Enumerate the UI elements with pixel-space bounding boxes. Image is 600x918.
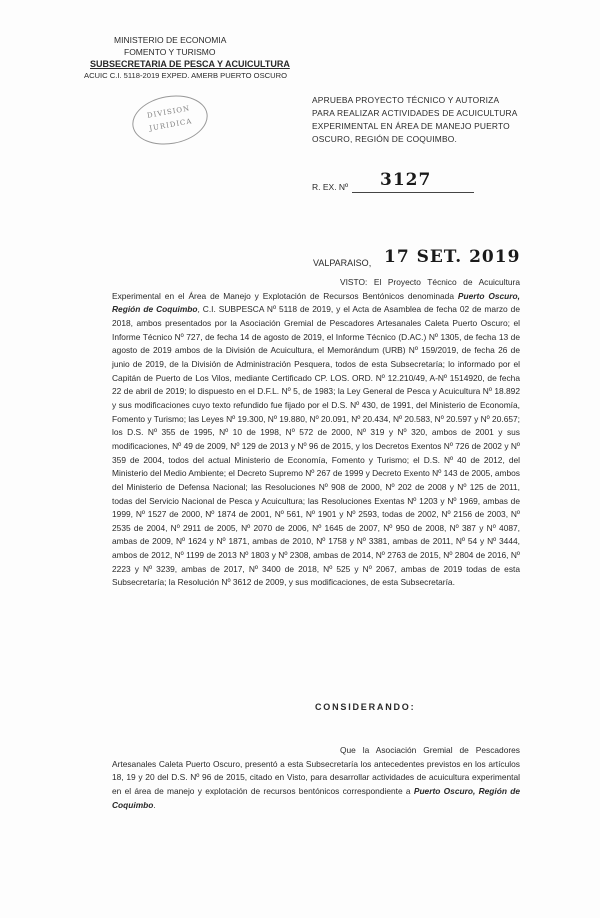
letterhead	[84, 34, 314, 82]
file-reference: ACUIC C.I. 5118-2019 EXPED. AMERB PUERTO OSCURO	[84, 71, 287, 80]
considerando-text: Que la Asociación Gremial de Pescadores Artesanales Caleta Puerto Oscuro, presentó a esta Subsecretaría los antecedentes previstos en los artículos 18, 19 y 20 del D.S. Nº 96 de 2015, citado en Visto, para desarrollar actividades de acuicultura experimental en el área de manejo y explotación de recursos bentónicos correspondiente a	[112, 745, 520, 796]
considerando-end: .	[153, 799, 156, 810]
ministry-name: MINISTERIO DE ECONOMIA	[114, 35, 227, 45]
considerando-place: Puerto Oscuro, Región de Coquimbo	[112, 785, 520, 810]
stamp-text-2: JURIDICA	[148, 117, 193, 133]
considerando-paragraph	[112, 744, 520, 812]
division-juridica-stamp	[128, 90, 211, 150]
visto-lead: VISTO: El Proyecto Técnico de Acuicultura Experimental en el Área de Manejo y Explotación de Recursos Bentónicos denominada	[112, 277, 520, 301]
resolution-summary: APRUEBA PROYECTO TÉCNICO Y AUTORIZA PARA REALIZAR ACTIVIDADES DE ACUICULTURA EXPERIMENTAL EN ÁREA DE MANEJO PUERTO OSCURO, REGIÓN DE COQUIMBO.	[312, 95, 518, 144]
place-label: VALPARAISO,	[313, 258, 372, 268]
ministry-name-2: FOMENTO Y TURISMO	[124, 47, 216, 57]
subsecretaria-name: SUBSECRETARIA DE PESCA Y ACUICULTURA	[90, 59, 290, 69]
visto-paragraph	[112, 276, 520, 590]
visto-body: , C.I. SUBPESCA Nº 5118 de 2019, y el Acta de Asamblea de fecha 02 de marzo de 2018, ambos presentados por la Asociación Gremial de Pescadores Artesanales Caleta Puerto Oscuro; el Informe Técnico Nº 727, de fecha 14 de agosto de 2019, el Informe Técnico (D.AC.) Nº 1305, de fecha 13 de agosto de 2019 ambos de la División de Acuicultura, el Memorándum (URB) Nº 159/2019, de fecha 26 de junio de 2019, de la División de Administración Pesquera, todos de esta Subsecretaría; lo informado por el Capitán de Puerto de Los Vilos, mediante Certificado CP. LOS. ORD. Nº 12.210/49, A-Nº 1514920, de fecha 22 de abril de 2019; lo dispuesto en el D.F.L. Nº 5, de 1983; la Ley General de Pesca y Acuicultura Nº 18.892 y sus modificaciones cuyo texto refundido fue fijado por el D.S. Nº 430, de 1991, del Ministerio de Economía, Fomento y Turismo; las Leyes Nº 19.300, Nº 19.880, Nº 20.091, Nº 20.434, Nº 20.583, Nº 20.597 y Nº 20.657; los D.S. Nº 355 de 1995, Nº 10 de 1998, Nº 572 de 2000, Nº 319 y Nº 320, ambos de 2001 y sus modificaciones, Nº 49 de 2009, Nº 129 de 2013 y Nº 96 de 2015, y los Decretos Exentos Nº 726 de 2002 y Nº 359 de 2004, todos del actual Ministerio de Economía, Fomento y Turismo; el D.S. Nº 40 de 2012, del Ministerio del Medio Ambiente; el Decreto Supremo Nº 267 de 1999 y Decreto Exento Nº 143 de 2005, ambos del Ministerio de Defensa Nacional; las Resoluciones Nº 908 de 2000, Nº 202 de 2008 y Nº 125 de 2011, todas del Servicio Nacional de Pesca y Acuicultura; las Resoluciones Exentas Nº 1203 y Nº 1969, ambas de 1999, Nº 1527 de 2000, Nº 1874 de 2001, Nº 561, Nº 1901 y Nº 2593, todas de 2002, Nº 2156 de 2003, Nº 2535 de 2004, Nº 2911 de 2005, Nº 2070 de 2006, Nº 1645 de 2007, Nº 950 de 2008, Nº 387 y Nº 4087, ambas de 2009, Nº 1624 y Nº 1871, ambas de 2010, Nº 1758 y Nº 3381, ambas de 2011, Nº 54 y Nº 3444, ambos de 2012, Nº 1199 de 2013 Nº 1803 y Nº 2308, ambas de 2014, Nº 2763 de 2015, Nº 2804 de 2016, Nº 2223 y Nº 3239, ambas de 2017, Nº 3400 de 2018, Nº 525 y Nº 2067, ambas de 2019 todas de esta Subsecretaría; la Resolución Nº 3612 de 2009, y sus modificaciones, de esta Subsecretaría.	[112, 304, 520, 588]
resolution-label: R. EX. Nº	[312, 182, 349, 192]
stamp-text-1: DIVISION	[146, 104, 191, 120]
resolution-date: 17 SET. 2019	[384, 247, 521, 267]
area-name: Puerto Oscuro, Región de Coquimbo	[112, 290, 520, 315]
resolution-number-line	[352, 192, 474, 193]
considerando-heading: CONSIDERANDO:	[315, 702, 416, 712]
resolution-number: 3127	[380, 170, 432, 190]
